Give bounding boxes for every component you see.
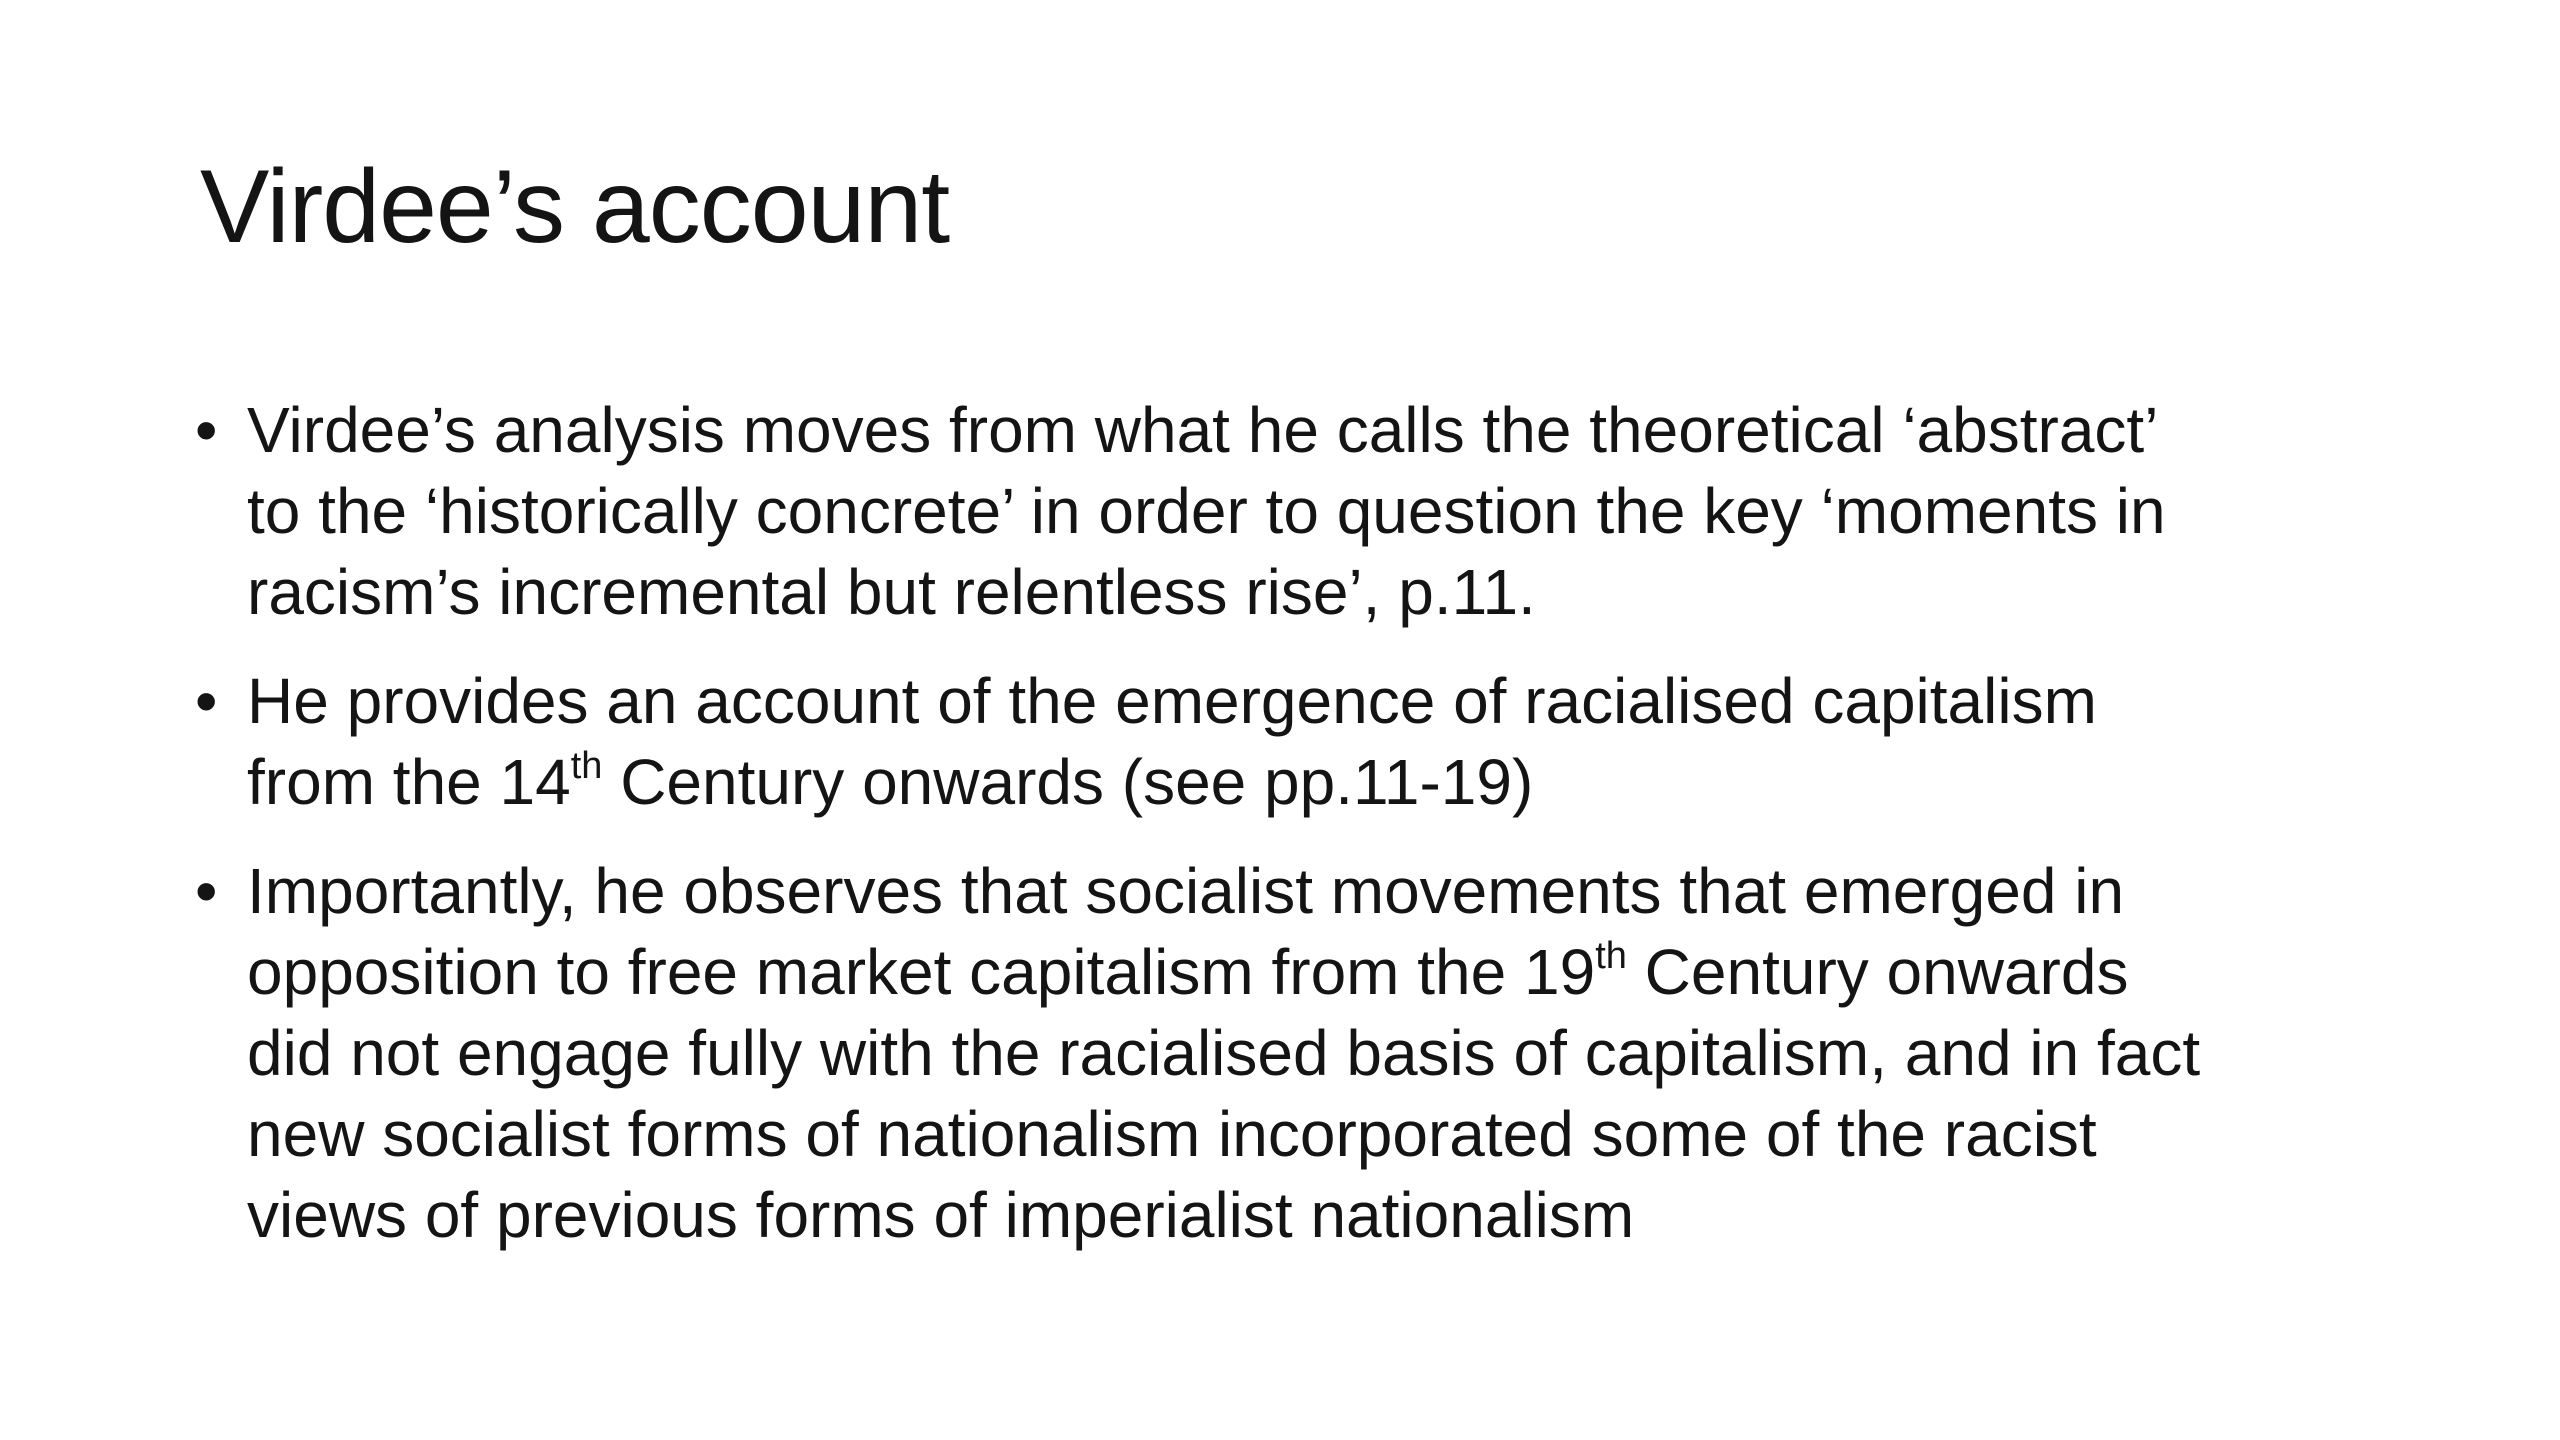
bullet-line: new socialist forms of nationalism incorporated some of the racist: [247, 1098, 2097, 1170]
text-run: Century onwards (see pp.11-19): [602, 746, 1534, 818]
bullet-item: [195, 661, 2435, 823]
bullet-marker: •: [195, 855, 218, 927]
bullet-line: He provides an account of the emergence of racialised capitalism: [247, 665, 2097, 737]
text-run: from the 14: [247, 746, 571, 818]
bullet-line: views of previous forms of imperialist nationalism: [247, 1179, 1635, 1251]
bullet-line: Virdee’s analysis moves from what he calls the theoretical ‘abstract’: [247, 394, 2159, 466]
bullet-marker: •: [195, 665, 218, 737]
bullet-marker: •: [195, 394, 218, 466]
superscript: th: [1595, 935, 1627, 977]
bullet-line: did not engage fully with the racialised basis of capitalism, and in fact: [247, 1017, 2201, 1089]
bullet-line: Importantly, he observes that socialist movements that emerged in: [247, 855, 2125, 927]
bullet-line: to the ‘historically concrete’ in order to question the key ‘moments in: [247, 475, 2166, 547]
text-run: Century onwards: [1626, 936, 2129, 1008]
slide-title: Virdee’s account: [200, 149, 950, 265]
bullet-line: racism’s incremental but relentless rise’, p.11.: [247, 556, 1536, 628]
bullet-line: [247, 742, 2435, 823]
bullet-item: [195, 851, 2435, 1256]
bullet-list: [195, 390, 2435, 1284]
bullet-item: [195, 390, 2435, 633]
bullet-line: [247, 932, 2435, 1013]
text-run: opposition to free market capitalism from the 19: [247, 936, 1596, 1008]
superscript: th: [570, 745, 603, 787]
